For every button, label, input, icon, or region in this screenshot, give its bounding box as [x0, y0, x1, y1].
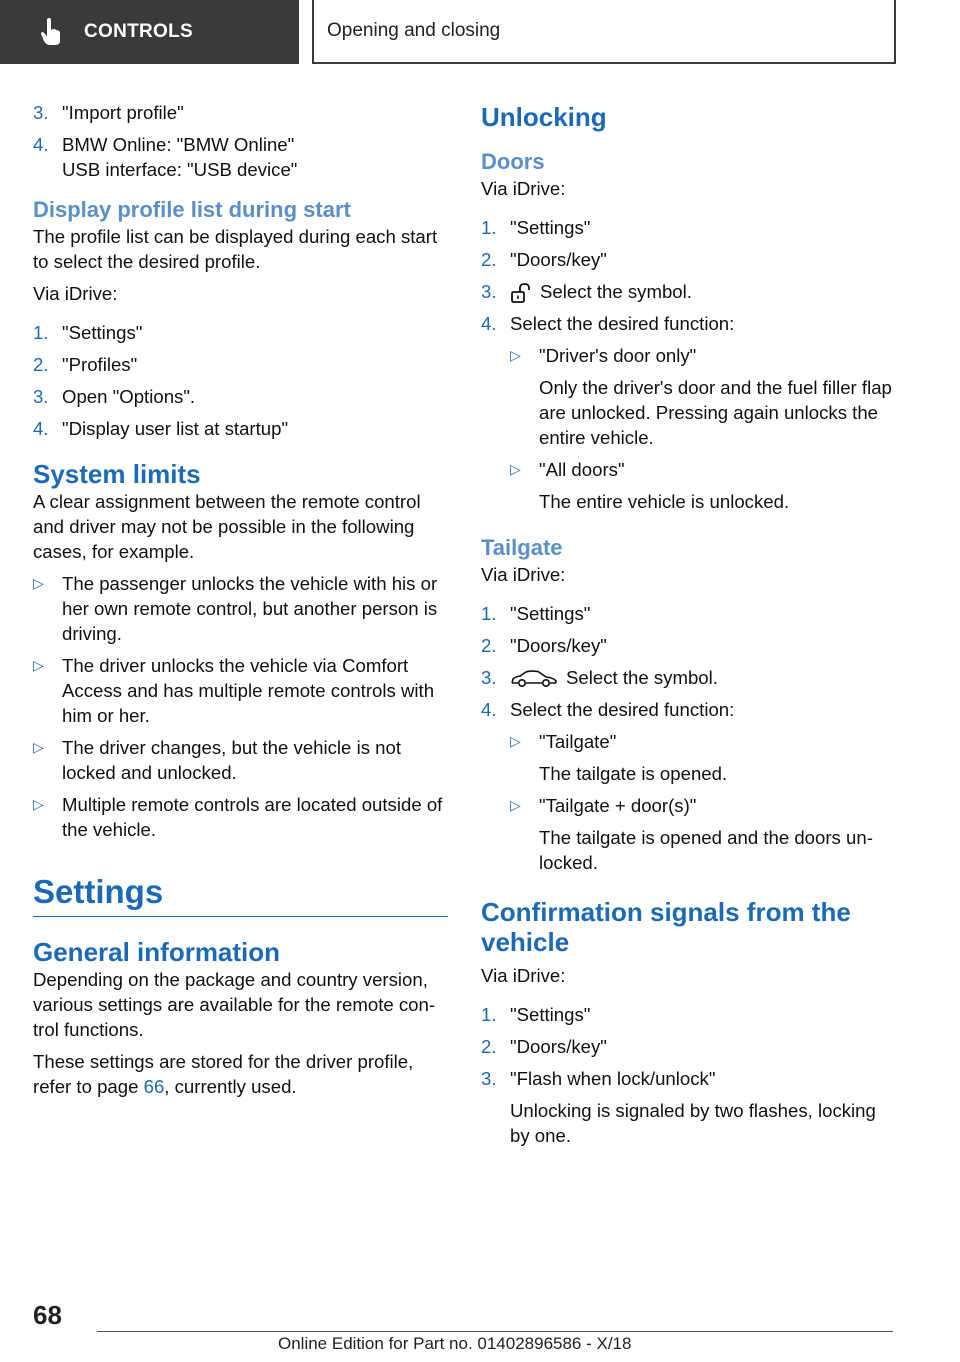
list-text: Select the desired function:: [510, 313, 735, 335]
triangle-bullet-icon: ▷: [510, 347, 521, 364]
list-text: [510, 279, 896, 304]
paragraph: Via iDrive:: [481, 965, 566, 987]
list-number: 4.: [33, 134, 49, 155]
list-number: 2.: [481, 1036, 497, 1058]
list-item: [481, 1002, 896, 1027]
confirmation-list: [481, 1002, 896, 1148]
list-text: The passenger unlocks the vehicle with his or her own remote control, but another person is driving.: [62, 573, 438, 644]
list-item: [481, 697, 896, 722]
paragraph-text: These settings are stored for the driver profile, refer to page: [33, 1051, 414, 1097]
list-number: 3.: [481, 1068, 497, 1090]
paragraph: Via iDrive:: [481, 178, 566, 199]
list-item: [33, 571, 448, 646]
list-number: 4.: [33, 418, 49, 439]
tailgate-heading: Tailgate: [481, 535, 563, 561]
list-item: [33, 735, 448, 785]
paragraph: The profile list can be displayed during each start to select the desired profile.: [33, 226, 438, 272]
list-number: 2.: [481, 249, 497, 270]
option-description: The tailgate is opened and the doors un‐locked.: [539, 827, 873, 874]
unlocking-heading: Unlocking: [481, 102, 607, 132]
triangle-bullet-icon: ▷: [33, 739, 44, 755]
option-description: Only the driver's door and the fuel filler flap are unlocked. Pressing again unlocks the entire vehicle.: [539, 377, 892, 449]
footer-divider: [97, 1331, 893, 1332]
settings-heading: Settings: [33, 872, 448, 917]
list-number: 2.: [33, 354, 49, 375]
list-number: 1.: [481, 217, 497, 238]
section-title: CONTROLS: [84, 21, 194, 42]
unlock-padlock-icon: [510, 282, 532, 304]
paragraph: Via iDrive:: [481, 564, 566, 586]
list-number: 1.: [33, 322, 49, 343]
paragraph: Via iDrive:: [33, 283, 118, 304]
footer-edition: Online Edition for Part no. 01402896586 - X/18: [278, 1334, 632, 1353]
list-number: 3.: [481, 281, 497, 302]
list-text-label: Select the symbol.: [540, 281, 692, 302]
option-label: "Tailgate + door(s)": [539, 795, 697, 817]
list-text: Open "Options".: [62, 386, 196, 407]
list-number: 4.: [481, 699, 497, 721]
list-item: [33, 653, 448, 728]
page-number: 68: [33, 1300, 62, 1330]
car-silhouette-icon: [510, 669, 558, 689]
list-item: [481, 279, 896, 304]
list-item: [481, 633, 896, 658]
list-item: [33, 416, 448, 441]
doors-options-list: [481, 343, 896, 514]
list-text: "Import profile": [62, 102, 184, 123]
list-item: [481, 1034, 896, 1059]
list-item: [481, 215, 896, 240]
list-item: [33, 100, 448, 125]
list-item: [510, 343, 896, 368]
list-item: [33, 132, 448, 157]
option-label: "Driver's door only": [539, 345, 697, 367]
paragraph: [33, 1049, 448, 1099]
list-number: 1.: [481, 1004, 497, 1026]
triangle-bullet-icon: ▷: [510, 733, 521, 750]
doors-list: [481, 215, 896, 336]
list-sub-text: USB interface: "USB device": [62, 159, 298, 180]
paragraph: Depending on the package and country version, various settings are available for the remote con‐trol functions.: [33, 969, 436, 1040]
triangle-bullet-icon: ▷: [510, 797, 521, 814]
right-column: [481, 100, 896, 1155]
general-information-heading: General information: [33, 937, 281, 967]
confirmation-signals-heading: Confirmation signals from the vehicle: [481, 897, 851, 958]
option-label: "All doors": [539, 459, 625, 481]
triangle-bullet-icon: ▷: [33, 575, 44, 591]
triangle-bullet-icon: ▷: [33, 657, 44, 673]
triangle-bullet-icon: ▷: [510, 461, 521, 478]
system-limits-list: [33, 571, 448, 842]
list-number: 1.: [481, 603, 497, 625]
hand-pointer-icon: [40, 17, 62, 47]
page-reference-link[interactable]: 66: [143, 1076, 165, 1097]
list-number: 3.: [33, 102, 49, 123]
list-sub-text: Unlocking is signaled by two flashes, locking by one.: [510, 1100, 876, 1147]
list-text-label: Select the symbol.: [566, 667, 718, 689]
list-item: [481, 601, 896, 626]
list-text: "Settings": [510, 603, 591, 625]
list-text: "Doors/key": [510, 249, 607, 270]
triangle-bullet-icon: ▷: [33, 796, 44, 812]
list-number: 3.: [33, 386, 49, 407]
top-numbered-list: [33, 100, 448, 182]
list-text: "Doors/key": [510, 635, 607, 657]
list-text: "Settings": [510, 1004, 591, 1026]
list-text: "Profiles": [62, 354, 138, 375]
list-number: 4.: [481, 313, 497, 335]
list-item: [481, 247, 896, 272]
paragraph-text: , currently used.: [164, 1076, 297, 1097]
paragraph: A clear assignment between the remote control and driver may not be possible in the following cases, for example.: [33, 491, 421, 562]
list-item: [33, 352, 448, 377]
list-item: [33, 320, 448, 345]
header-section-tab: [0, 0, 299, 64]
option-description: The entire vehicle is unlocked.: [539, 491, 790, 513]
list-number: 3.: [481, 667, 497, 689]
system-limits-heading: System limits: [33, 459, 201, 489]
list-text: The driver unlocks the vehicle via Comfort Access and has multiple remote controls with him or her.: [62, 655, 435, 726]
tailgate-options-list: [481, 729, 896, 875]
display-profile-heading: Display profile list during start: [33, 197, 351, 222]
list-item: [481, 311, 896, 336]
chapter-title: Opening and closing: [312, 0, 896, 64]
display-profile-list: [33, 320, 448, 441]
list-text: "Settings": [510, 217, 591, 238]
list-item: [510, 793, 896, 818]
left-column: [33, 100, 448, 1106]
list-text: Select the desired function:: [510, 699, 735, 721]
tailgate-list: [481, 601, 896, 722]
list-item: [510, 457, 896, 482]
list-text: The driver changes, but the vehicle is not locked and unlocked.: [62, 737, 402, 783]
list-item: [481, 665, 896, 690]
list-item: [510, 729, 896, 754]
list-item: [481, 1066, 896, 1091]
list-text: "Settings": [62, 322, 143, 343]
list-text: "Flash when lock/unlock": [510, 1068, 716, 1090]
option-label: "Tailgate": [539, 731, 617, 753]
list-item: [33, 792, 448, 842]
list-text: Multiple remote controls are located outside of the vehicle.: [62, 794, 443, 840]
doors-heading: Doors: [481, 149, 545, 174]
list-text: "Doors/key": [510, 1036, 607, 1058]
list-text: BMW Online: "BMW Online": [62, 134, 295, 155]
list-text: [510, 665, 896, 690]
list-item: [33, 384, 448, 409]
list-text: "Display user list at startup": [62, 418, 289, 439]
list-number: 2.: [481, 635, 497, 657]
option-description: The tailgate is opened.: [539, 763, 728, 785]
